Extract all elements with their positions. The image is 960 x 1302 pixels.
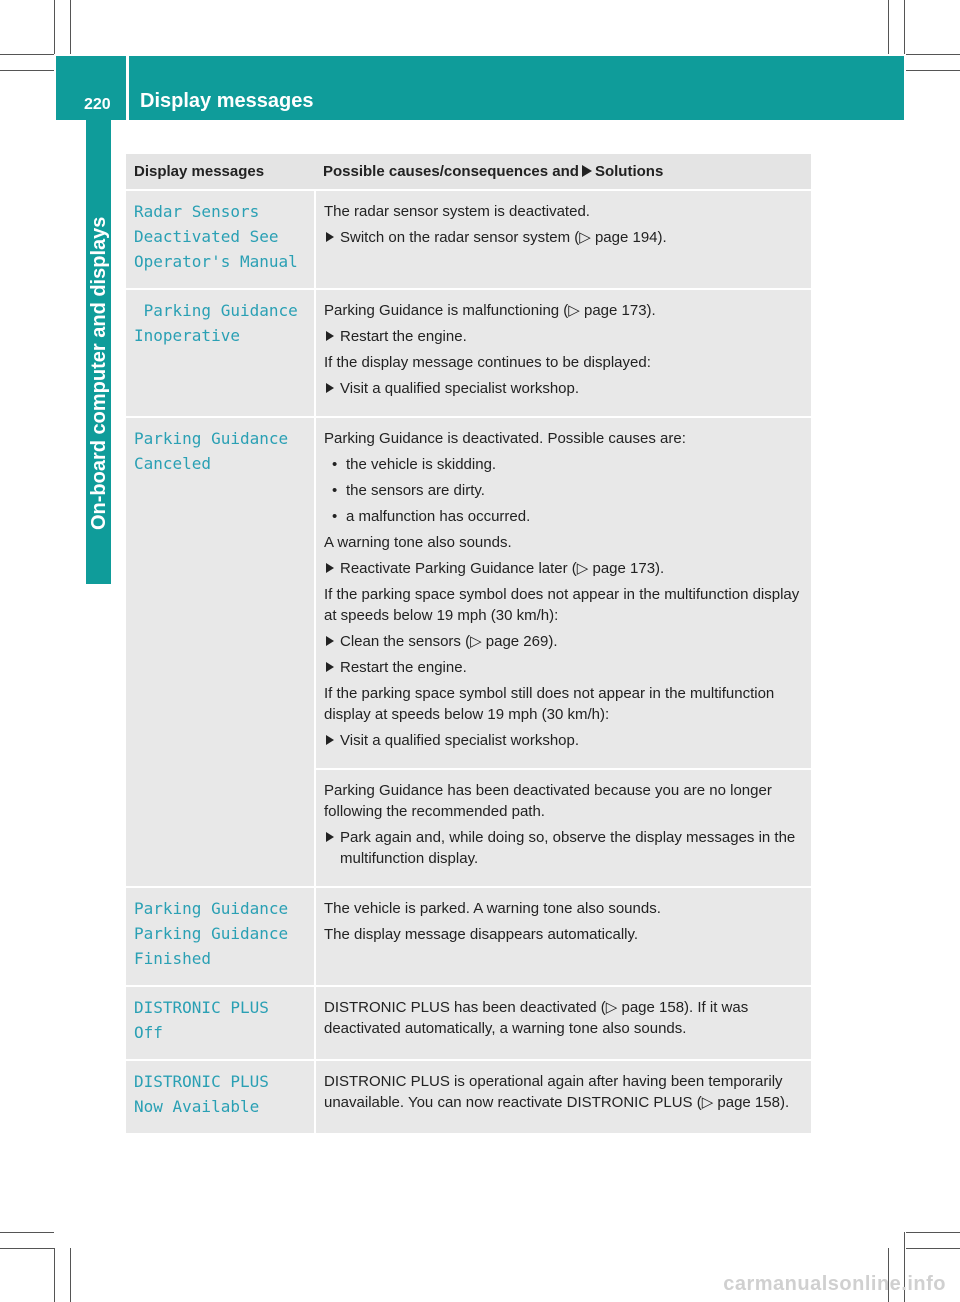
side-label: On-board computer and displays (88, 216, 110, 530)
table-row (126, 190, 811, 289)
causes-cell (315, 769, 811, 887)
table-body (126, 190, 811, 1134)
display-message-text: Parking Guidance (134, 429, 289, 448)
bullet-item: • a malfunction has occurred. (330, 506, 803, 527)
crop-mark (54, 0, 55, 54)
causes-cell (315, 1060, 811, 1134)
column-header-causes (315, 154, 811, 190)
crop-mark (906, 54, 960, 55)
triangle-right-icon (582, 165, 592, 177)
paragraph: DISTRONIC PLUS is operational again after having been temporarily unavailable. You can now reactivate DISTRONIC PLUS (▷ page 158). (324, 1073, 790, 1111)
table-row (126, 289, 811, 417)
display-message-text: Parking Guidance (134, 924, 289, 943)
action-step: Restart the engine. (324, 326, 803, 347)
causes-cell (315, 190, 811, 289)
display-message-text: DISTRONIC PLUS (134, 998, 269, 1017)
header-divider (126, 56, 129, 120)
action-step: Switch on the radar sensor system (▷ page 194). (324, 227, 803, 248)
paragraph: Parking Guidance has been deactivated because you are no longer following the recommended path. (324, 782, 772, 820)
page-number: 220 (84, 96, 111, 113)
watermark: carmanualsonline.info (723, 1273, 946, 1295)
crop-mark (54, 1248, 55, 1302)
bullet-item: • the sensors are dirty. (330, 480, 803, 501)
column-header-solutions-text: Solutions (594, 163, 664, 180)
crop-mark (888, 0, 889, 54)
crop-mark (0, 70, 54, 71)
display-message-text: Off (134, 1023, 163, 1042)
display-message-text: Deactivated See (134, 227, 279, 246)
message-cell (126, 986, 315, 1060)
display-message-text: Parking Guidance (134, 301, 298, 320)
paragraph: If the parking space symbol does not appear in the multifunction display at speeds below 19 mph (30 km/h): (324, 586, 800, 624)
crop-mark (0, 1248, 54, 1249)
bullet-item: • the vehicle is skidding. (330, 454, 803, 475)
crop-mark (906, 1232, 960, 1233)
causes-cell (315, 986, 811, 1060)
table-header-row (126, 154, 811, 190)
crop-mark (906, 70, 960, 71)
causes-cell (315, 289, 811, 417)
crop-mark (0, 54, 54, 55)
table-row (126, 986, 811, 1060)
action-step: Park again and, while doing so, observe the display messages in the multifunction display. (324, 827, 803, 869)
action-step: Reactivate Parking Guidance later (▷ page 173). (324, 558, 803, 579)
message-cell (126, 1060, 315, 1134)
action-step: Visit a qualified specialist workshop. (324, 378, 803, 399)
display-messages-table (126, 154, 811, 1135)
crop-mark (0, 1232, 54, 1233)
message-cell (126, 417, 315, 887)
display-message-text: Canceled (134, 454, 212, 473)
display-message-text: Operator's Manual (134, 252, 298, 271)
column-header-messages: Display messages (126, 154, 315, 190)
action-step: Visit a qualified specialist workshop. (324, 730, 803, 751)
paragraph: Parking Guidance is deactivated. Possible causes are: (324, 430, 686, 447)
column-header-causes-text: Possible causes/consequences and (323, 163, 579, 180)
page-title: Display messages (140, 90, 314, 112)
display-message-text: Finished (134, 949, 212, 968)
table-row (126, 1060, 811, 1134)
page-header (56, 56, 904, 120)
paragraph: The radar sensor system is deactivated. (324, 203, 590, 220)
table-row (126, 417, 811, 769)
display-message-text: Now Available (134, 1097, 260, 1116)
crop-mark (70, 1248, 71, 1302)
display-message-text: Parking Guidance (134, 899, 289, 918)
crop-mark (70, 0, 71, 54)
action-step: Restart the engine. (324, 657, 803, 678)
message-cell (126, 289, 315, 417)
paragraph: Parking Guidance is malfunctioning (▷ page 173). (324, 302, 656, 319)
display-message-text: Inoperative (134, 326, 240, 345)
crop-mark (904, 0, 905, 54)
message-cell (126, 190, 315, 289)
display-message-text: Radar Sensors (134, 202, 260, 221)
causes-cell (315, 417, 811, 769)
action-step: Clean the sensors (▷ page 269). (324, 631, 803, 652)
paragraph: The display message disappears automatically. (324, 926, 639, 943)
crop-mark (906, 1248, 960, 1249)
paragraph: If the parking space symbol still does not appear in the multifunction display at speeds below 19 mph (30 km/h): (324, 685, 775, 723)
paragraph: The vehicle is parked. A warning tone also sounds. (324, 900, 661, 917)
paragraph: A warning tone also sounds. (324, 534, 512, 551)
paragraph: DISTRONIC PLUS has been deactivated (▷ page 158). If it was deactivated automatically, a warning tone also sounds. (324, 999, 749, 1037)
paragraph: If the display message continues to be displayed: (324, 354, 651, 371)
table-row (126, 887, 811, 986)
message-cell (126, 887, 315, 986)
display-message-text: DISTRONIC PLUS (134, 1072, 269, 1091)
causes-cell (315, 887, 811, 986)
